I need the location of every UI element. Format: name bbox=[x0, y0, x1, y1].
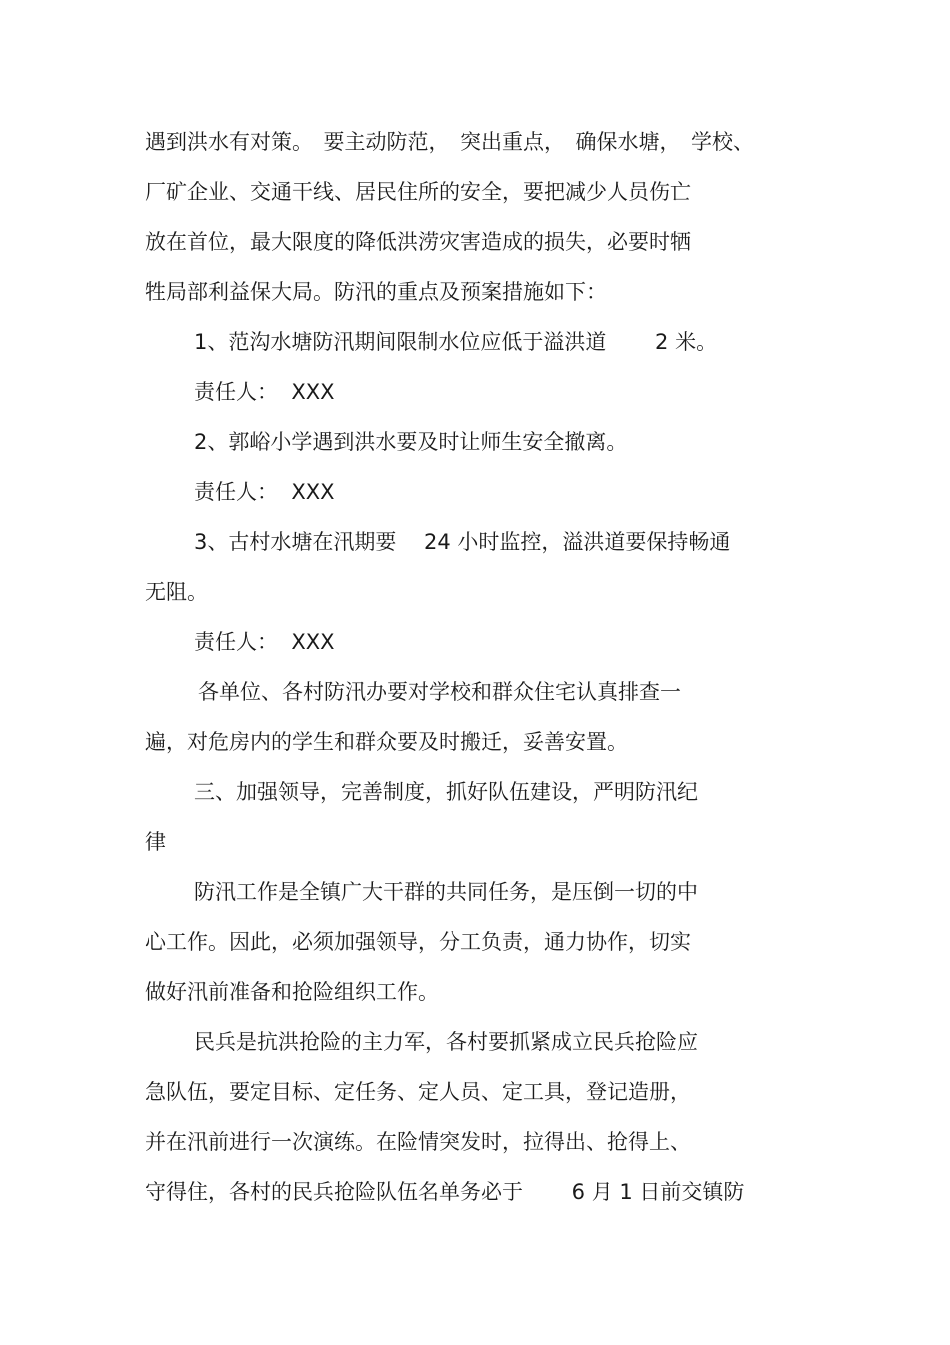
text-line-3: 放在首位，最大限度的降低洪涝灾害造成的损失，必要时牺 bbox=[145, 230, 691, 254]
text-line-20: 急队伍，要定目标、定任务、定人员、定工具，登记造册， bbox=[145, 1080, 691, 1104]
text-line-17: 心工作。因此，必须加强领导，分工负责，通力协作，切实 bbox=[145, 930, 691, 954]
text-line-8: 责任人： XXX bbox=[194, 480, 335, 504]
text-line-15: 律 bbox=[145, 830, 166, 854]
text-line-9: 3、古村水塘在汛期要 24 小时监控，溢洪道要保持畅通 bbox=[194, 530, 731, 554]
text-line-14: 三、加强领导，完善制度，抓好队伍建设，严明防汛纪 bbox=[194, 780, 698, 804]
text-line-12: 各单位、各村防汛办要对学校和群众住宅认真排查一 bbox=[198, 680, 681, 704]
text-line-5: 1、范沟水塘防汛期间限制水位应低于溢洪道 2 米。 bbox=[194, 330, 718, 354]
text-line-10: 无阻。 bbox=[145, 580, 208, 604]
text-line-22: 守得住，各村的民兵抢险队伍名单务必于 6 月 1 日前交镇防 bbox=[145, 1180, 745, 1204]
text-line-6: 责任人： XXX bbox=[194, 380, 335, 404]
text-line-18: 做好汛前准备和抢险组织工作。 bbox=[145, 980, 439, 1004]
text-line-7: 2、郭峪小学遇到洪水要及时让师生安全撤离。 bbox=[194, 430, 628, 454]
text-line-13: 遍，对危房内的学生和群众要及时搬迁，妥善安置。 bbox=[145, 730, 628, 754]
text-line-16: 防汛工作是全镇广大干群的共同任务，是压倒一切的中 bbox=[194, 880, 698, 904]
text-line-21: 并在汛前进行一次演练。在险情突发时，拉得出、抢得上、 bbox=[145, 1130, 691, 1154]
text-line-19: 民兵是抗洪抢险的主力军，各村要抓紧成立民兵抢险应 bbox=[194, 1030, 698, 1054]
text-line-1: 遇到洪水有对策。 要主动防范， 突出重点， 确保水塘， 学校、 bbox=[145, 130, 754, 154]
text-line-4: 牲局部利益保大局。防汛的重点及预案措施如下： bbox=[145, 280, 607, 304]
text-line-2: 厂矿企业、交通干线、居民住所的安全，要把减少人员伤亡 bbox=[145, 180, 691, 204]
text-line-11: 责任人： XXX bbox=[194, 630, 335, 654]
